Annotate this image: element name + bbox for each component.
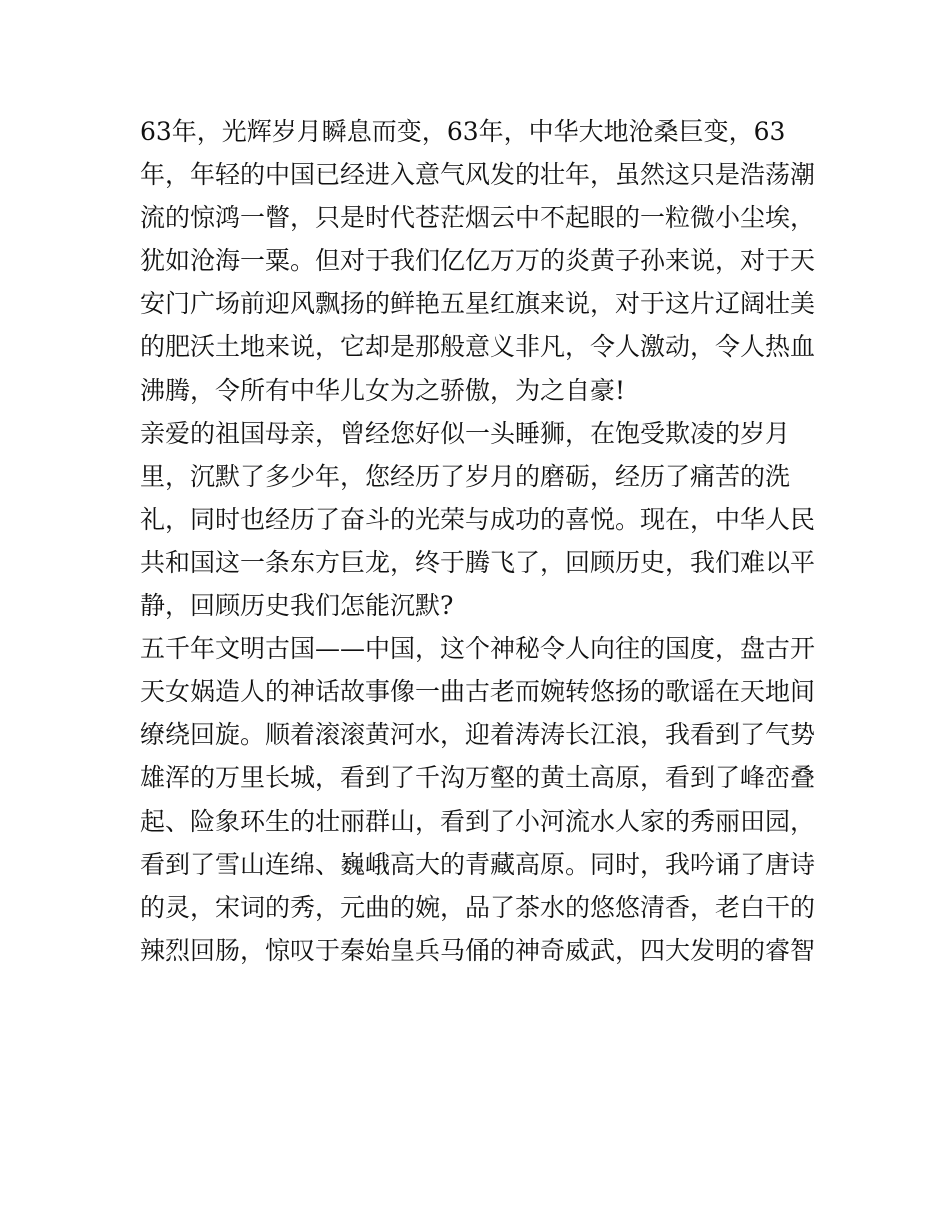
text-line: 63年，光辉岁月瞬息而变，63年，中华大地沧桑巨变，63 [140, 117, 786, 146]
text-line: 的肥沃土地来说，它却是那般意义非凡，令人激动，令人热血 [140, 332, 816, 362]
text-line: 五千年文明古国——中国，这个神秘令人向往的国度，盘古开 [140, 634, 816, 664]
text-line: 共和国这一条东方巨龙，终于腾飞了，回顾历史，我们难以平 [140, 547, 816, 577]
text-line: 亲爱的祖国母亲，曾经您好似一头睡狮，在饱受欺凌的岁月 [140, 418, 791, 448]
text-line: 天女娲造人的神话故事像一曲古老而婉转悠扬的歌谣在天地间 [140, 677, 816, 707]
text-line: 安门广场前迎风飘扬的鲜艳五星红旗来说，对于这片辽阔壮美 [140, 289, 816, 319]
text-line: 缭绕回旋。顺着滚滚黄河水，迎着涛涛长江浪，我看到了气势 [140, 720, 816, 750]
text-line: 里，沉默了多少年，您经历了岁月的磨砺，经历了痛苦的洗 [140, 461, 791, 491]
text-line: 静，回顾历史我们怎能沉默? [140, 591, 454, 621]
text-line: 犹如沧海一粟。但对于我们亿亿万万的炎黄子孙来说，对于天 [140, 246, 816, 276]
text-line: 年，年轻的中国已经进入意气风发的壮年，虽然这只是浩荡潮 [140, 160, 816, 190]
text-line: 看到了雪山连绵、巍峨高大的青藏高原。同时，我吟诵了唐诗 [140, 849, 816, 879]
text-line: 流的惊鸿一瞥，只是时代苍茫烟云中不起眼的一粒微小尘埃， [140, 203, 816, 233]
text-line: 礼，同时也经历了奋斗的光荣与成功的喜悦。现在，中华人民 [140, 504, 816, 534]
text-line: 起、险象环生的壮丽群山，看到了小河流水人家的秀丽田园， [140, 806, 816, 836]
text-line: 辣烈回肠，惊叹于秦始皇兵马俑的神奇威武，四大发明的睿智 [140, 935, 816, 965]
text-line: 沸腾，令所有中华儿女为之骄傲，为之自豪! [140, 375, 626, 405]
text-line: 雄浑的万里长城，看到了千沟万壑的黄土高原，看到了峰峦叠 [140, 763, 816, 793]
body-text [140, 110, 820, 972]
text-line: 的灵，宋词的秀，元曲的婉，品了茶水的悠悠清香，老白干的 [140, 892, 816, 922]
